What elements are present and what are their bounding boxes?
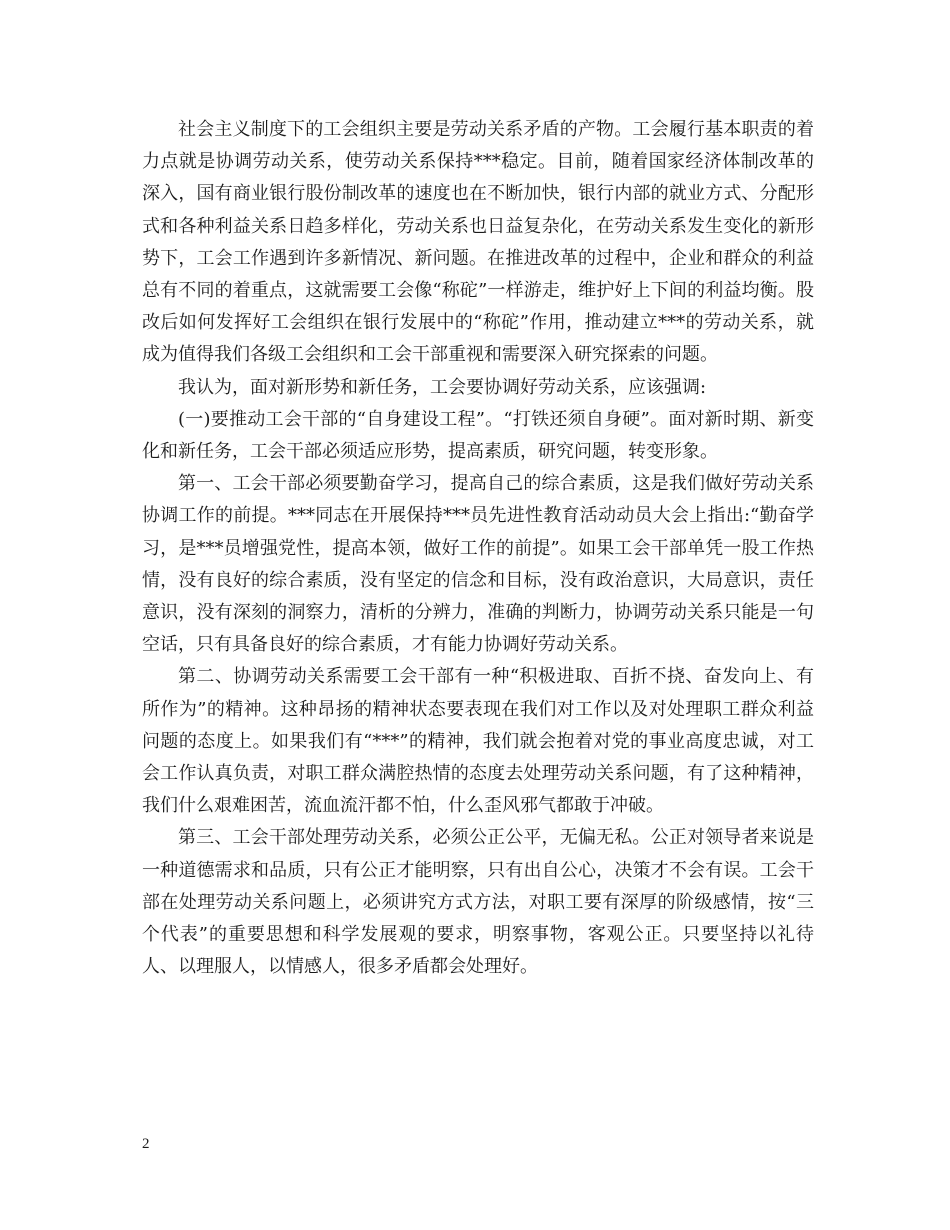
paragraph-point-second: 第二、协调劳动关系需要工会干部有一种“积极进取、百折不挠、奋发向上、有所作为”的精神。这种昂扬的精神状态要表现在我们对工作以及对处理职工群众利益问题的态度上。如果我们有“***”的精神，我们就会抱着对党的事业高度忠诚，对工会工作认真负责，对职工群众满腔热情的态度去处理劳动关系问题，有了这种精神，我们什么艰难困苦，流血流汗都不怕，什么歪风邪气都敢于冲破。 bbox=[142, 666, 814, 817]
page-number: 2 bbox=[142, 1136, 150, 1152]
paragraph-point-first: 第一、工会干部必须要勤奋学习，提高自己的综合素质，这是我们做好劳动关系协调工作的前提。***同志在开展保持***员先进性教育活动动员大会上指出:“勤奋学习，是***员增强党性，提高本领，做好工作的前提”。如果工会干部单凭一股工作热情，没有良好的综合素质，没有坚定的信念和目标，没有政治意识，大局意识，责任意识，没有深刻的洞察力，清析的分辨力，准确的判断力，协调劳动关系只能是一句空话，只有具备良好的综合素质，才有能力协调好劳动关系。 bbox=[142, 473, 814, 656]
paragraph-section-one: (一)要推动工会干部的“自身建设工程”。“打铁还须自身硬”。面对新时期、新变化和新任务，工会干部必须适应形势，提高素质，研究问题，转变形象。 bbox=[142, 408, 814, 463]
paragraph-intro: 社会主义制度下的工会组织主要是劳动关系矛盾的产物。工会履行基本职责的着力点就是协调劳动关系，使劳动关系保持***稳定。目前，随着国家经济体制改革的深入，国有商业银行股份制改革的速度也在不断加快，银行内部的就业方式、分配形式和各种利益关系日趋多样化，劳动关系也日益复杂化，在劳动关系发生变化的新形势下，工会工作遇到许多新情况、新问题。在推进改革的过程中，企业和群众的利益总有不同的着重点，这就需要工会像“称砣”一样游走，维护好上下间的利益均衡。股改后如何发挥好工会组织在银行发展中的“称砣”作用，推动建立***的劳动关系，就成为值得我们各级工会组织和工会干部重视和需要深入研究探索的问题。 bbox=[142, 119, 814, 366]
paragraph-point-third: 第三、工会干部处理劳动关系，必须公正公平，无偏无私。公正对领导者来说是一种道德需求和品质，只有公正才能明察，只有出自公心，决策才不会有误。工会干部在处理劳动关系问题上，必须讲究方式方法，对职工要有深厚的阶级感情，按“三个代表”的重要思想和科学发展观的要求，明察事物，客观公正。只要坚持以礼待人、以理服人，以情感人，很多矛盾都会处理好。 bbox=[142, 827, 814, 978]
paragraph-opinion: 我认为，面对新形势和新任务，工会要协调好劳动关系，应该强调: bbox=[178, 376, 707, 398]
document-body bbox=[142, 114, 814, 983]
